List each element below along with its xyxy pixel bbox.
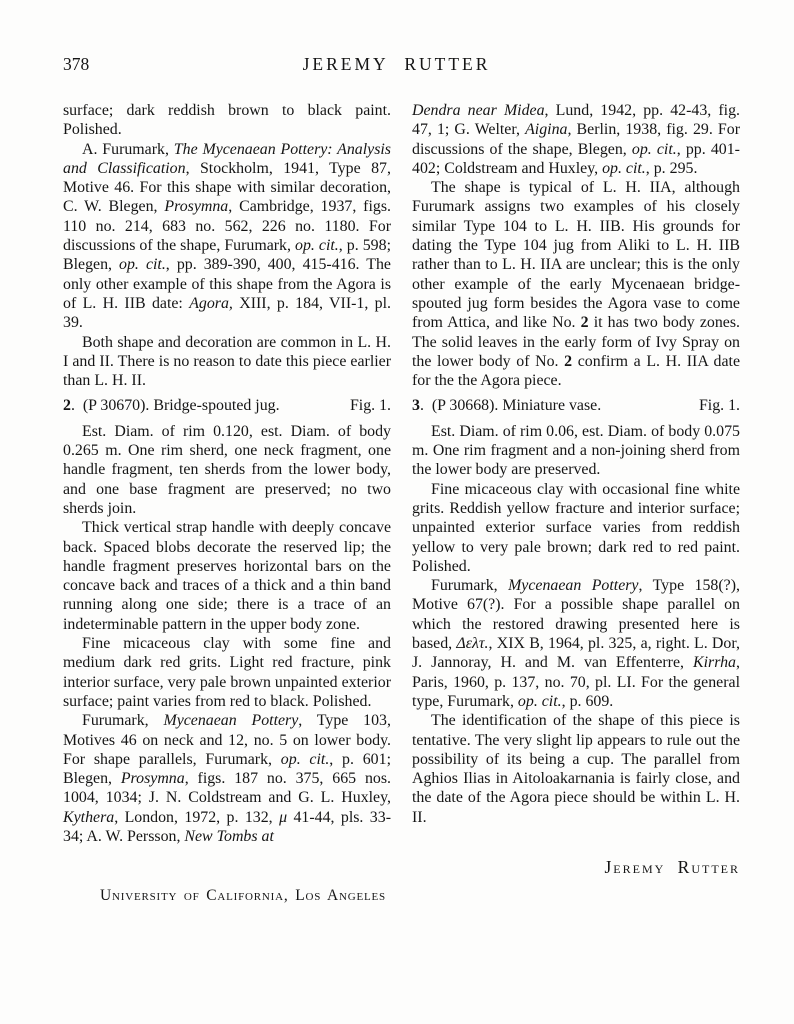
paragraph	[412, 101, 740, 178]
text-run: Dendra near Midea	[412, 102, 545, 119]
text-run: A. Furumark,	[82, 140, 174, 158]
text-run: , pp. 389-390, 400, 415-416. The only other example of this shape from the Agora is of L. H. IIB date:	[63, 256, 391, 312]
text-run: Aigina,	[525, 121, 572, 139]
paragraph	[412, 711, 740, 827]
text-run: , Type 103, Motives 46 on neck and 12, no. 5 on lower body. For shape parallels, Furumark,	[63, 712, 391, 768]
paragraph	[63, 140, 391, 333]
paragraph	[63, 422, 391, 518]
text-run: , XIX B, 1964, pl. 325, a, right. L. Dor, J. Jannoray, H. and M. van Effenterre,	[412, 635, 740, 672]
text-run: op. cit.	[631, 140, 677, 158]
figure-reference: Fig. 1.	[349, 397, 391, 415]
text-run: The Mycenaean Pottery: Analysis and Classification	[63, 140, 391, 177]
text-run: μ	[279, 808, 288, 826]
text-run: New Tombs at	[184, 827, 274, 845]
text-run: Prosymna	[120, 770, 185, 788]
figure-reference: Fig. 1.	[698, 397, 740, 415]
paragraph	[63, 634, 391, 711]
text-run: Fine micaceous clay with some fine and medium dark red grits. Light red fracture, pink interior surface, very pale brown unpainted exterior surface; paint varies from red to black. Polished.	[63, 635, 391, 710]
text-run: , Type 158(?), Motive 67(?). For a possible shape parallel on which the restored drawing presented here is based,	[412, 577, 740, 653]
page-header	[63, 54, 740, 76]
text-run: 2	[564, 352, 573, 370]
text-run: , Cambridge, 1937, figs. 110 no. 214, 683 no. 562, 226 no. 1180. For discussions of the shape, Furumark,	[63, 198, 391, 255]
text-run: Mycenaean Pottery	[163, 712, 299, 730]
text-run: op. cit.	[119, 256, 166, 274]
text-run: 3	[412, 397, 420, 415]
text-run: surface; dark reddish brown to black paint. Polished.	[63, 102, 391, 139]
text-run: Agora,	[189, 294, 233, 312]
text-run: 41-44, pls. 33-34; A. W. Persson,	[63, 808, 391, 845]
paragraph	[412, 178, 740, 390]
text-run: Est. Diam. of rim 0.120, est. Diam. of body 0.265 m. One rim sherd, one neck fragment, one handle fragment, ten sherds from the lower body, and one base fragment are preserved; no two sherds join.	[63, 422, 391, 517]
paragraph	[63, 518, 391, 634]
text-run: , p. 609.	[561, 692, 614, 710]
paragraph	[63, 101, 391, 140]
text-run: Furumark,	[82, 712, 164, 730]
text-run: The identification of the shape of this piece is tentative. The very slight lip appears to rule out the possibility of its being a cup. The parallel from Aghios Ilias in Aitoloakarnania is fairly close, and the date of the Agora piece should be within L. H. II.	[412, 712, 740, 826]
text-run: , figs. 187 no. 375, 665 nos. 1004, 1034; J. N. Coldstream and G. L. Huxley,	[63, 770, 391, 807]
text-run: Prosymna	[164, 198, 229, 216]
catalogue-entry-heading	[63, 396, 391, 415]
text-run: op. cit.	[517, 692, 562, 710]
text-run: Mycenaean Pottery	[508, 577, 639, 595]
text-run: , p. 598; Blegen,	[63, 237, 391, 274]
text-run: Berlin, 1938, fig. 29. For discussions of the shape, Blegen,	[412, 121, 740, 158]
right-column-content	[412, 101, 740, 827]
text-run: , pp. 401-402; Coldstream and Huxley,	[412, 140, 740, 177]
text-run: , London, 1972, p. 132,	[114, 808, 280, 826]
right-column	[412, 101, 740, 877]
text-run: , p. 295.	[645, 159, 698, 177]
text-run: Kirrha	[693, 654, 737, 672]
text-run: . (P 30670). Bridge-spouted jug.	[70, 397, 280, 415]
paragraph	[412, 480, 740, 576]
text-run: , p. 601; Blegen,	[63, 750, 391, 788]
text-run: , Stockholm, 1941, Type 87, Motive 46. For this shape with similar decoration, C. W. Blegen,	[63, 159, 391, 216]
text-run: it has two body zones. The solid leaves in the early form of Ivy Spray on the lower body of No.	[412, 314, 740, 370]
text-run: 2	[580, 314, 589, 332]
text-run: Both shape and decoration are common in L. H. I and II. There is no reason to date this piece earlier than L. H. II.	[63, 333, 391, 390]
entry-title	[412, 396, 601, 415]
text-run: , Paris, 1960, p. 137, no. 70, pl. LI. For the general type, Furumark,	[412, 654, 740, 710]
text-run: Est. Diam. of rim 0.06, est. Diam. of body 0.075 m. One rim fragment and a non-joining sherd from the lower body are preserved.	[412, 422, 740, 479]
text-run: Furumark,	[431, 577, 509, 595]
page-number: 378	[63, 54, 90, 74]
paragraph	[63, 333, 391, 391]
text-run: op. cit.	[280, 750, 330, 768]
text-run: Kythera	[63, 808, 115, 826]
text-run: XIII, p. 184, VII-1, pl. 39.	[63, 294, 392, 332]
text-run: op. cit.	[295, 237, 339, 255]
paragraph	[412, 422, 740, 480]
text-run: The shape is typical of L. H. IIA, although Furumark assigns two examples of his closely similar Type 104 to L. H. IIB. His grounds for dating the Type 104 jug from Aliki to L. H. IIB rather than to L. H. IIA are unclear; this is the only other example of the early Mycenaean bridge-spouted jug form besides the Agora vase to come from Attica, and like No.	[412, 179, 740, 332]
left-column-content	[63, 101, 391, 846]
paragraph	[412, 576, 740, 711]
text-run: confirm a L. H. IIA date for the the Agora piece.	[412, 352, 741, 390]
text-columns	[63, 101, 740, 877]
text-run: Δελτ.	[456, 635, 489, 653]
running-title: JEREMY RUTTER	[302, 54, 491, 74]
author-signature: Jeremy Rutter	[604, 856, 740, 877]
left-column	[63, 101, 391, 877]
text-run: Thick vertical strap handle with deeply concave back. Spaced blobs decorate the reserved lip; the handle fragment preserves horizontal bars on the concave back and traces of a thick and a thin band running along one side; there is a trace of an indeterminable pattern in the upper body zone.	[63, 519, 391, 633]
catalogue-entry-heading	[412, 396, 740, 415]
text-run: , Lund, 1942, pp. 42-43, fig. 47, 1; G. Welter,	[412, 102, 741, 139]
paragraph	[63, 711, 391, 846]
text-run: . (P 30668). Miniature vase.	[419, 397, 602, 415]
author-affiliation: University of California, Los Angeles	[100, 887, 386, 905]
text-run: Fine micaceous clay with occasional fine white grits. Reddish yellow fracture and interior surface; unpainted exterior surface varies from reddish yellow to very pale brown; dark red to red paint. Polished.	[412, 480, 740, 575]
entry-title	[63, 396, 280, 415]
text-run: op. cit.	[602, 159, 646, 177]
text-run: 2	[63, 397, 71, 415]
